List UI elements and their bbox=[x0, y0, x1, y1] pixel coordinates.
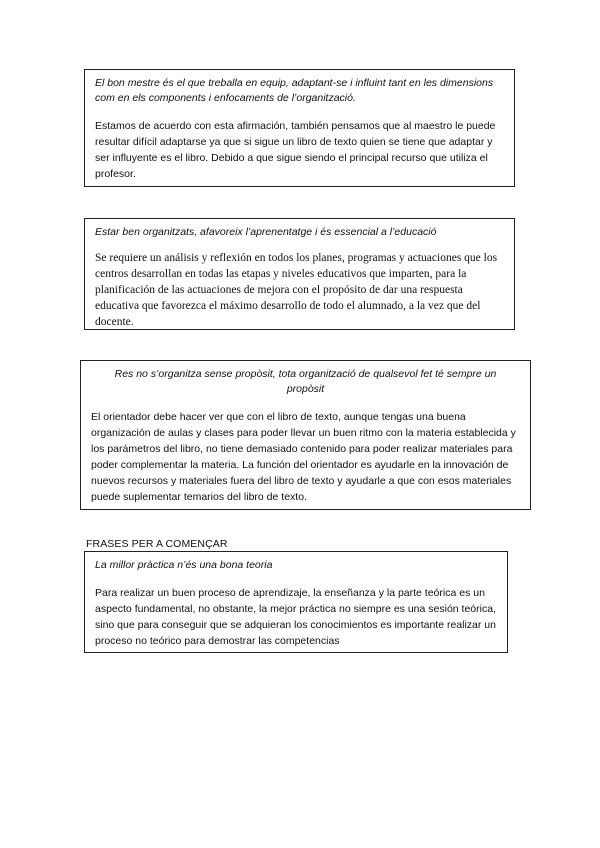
quote-box-4 bbox=[84, 551, 508, 653]
quote-text: Res no s’organitza sense propòsit, tota organització de qualsevol fet té sempre un propòsit bbox=[114, 368, 497, 395]
response-text: El orientador debe hacer ver que con el libro de texto, aunque tengas una buena organización de aulas y clases para poder llevar un buen ritmo con la materia establecida y los parámetros del libro, no tiene demasiado contenido para poder realizar materiales para poder complementar la materia. La función del orientador es ayudarle en la innovación de nuevos recursos y materiales fuera del libro de texto y ayudarle a que con esos materiales puede suplementar temarios del libro de texto. bbox=[91, 411, 516, 503]
quote-text: Estar ben organitzats, afavoreix l’aprenentatge i és essencial a l’educació bbox=[95, 226, 437, 238]
response-text: Estamos de acuerdo con esta afirmación, también pensamos que al maestro le puede resultar difícil adaptarse ya que si sigue un libro de texto quien se tiene que adaptar y ser influyente es el libro. Debido a que sigue siendo el principal recurso que utiliza el profesor. bbox=[95, 120, 496, 180]
quote-text: La millor pràctica n’és una bona teoria bbox=[95, 559, 273, 571]
quote-box-3 bbox=[80, 360, 531, 510]
response-text: Se requiere un análisis y reflexión en todos los planes, programas y actuaciones que los centros desarrollan en todas las etapas y niveles educativos que imparten, para la planificación de las actuaciones de mejora con el propósito de dar una respuesta educativa que favorezca el máximo desarrollo de todo el alumnado, a la vez que del docente. bbox=[95, 252, 498, 328]
section-heading: FRASES PER A COMENÇAR bbox=[86, 538, 228, 550]
quote-text: El bon mestre és el que treballa en equip, adaptant-se i influint tant en les dimensions com en els components i enfocaments de l’organització. bbox=[95, 77, 494, 104]
quote-box-2 bbox=[84, 218, 515, 330]
quote-box-1 bbox=[84, 69, 515, 187]
response-text: Para realizar un buen proceso de aprendizaje, la enseñanza y la parte teórica es un aspecto fundamental, no obstante, la mejor práctica no siempre es una sesión teórica, sino que para conseguir que se adquieran los conocimientos es importante realizar un proceso no teórico para demostrar las competencias bbox=[95, 587, 496, 647]
